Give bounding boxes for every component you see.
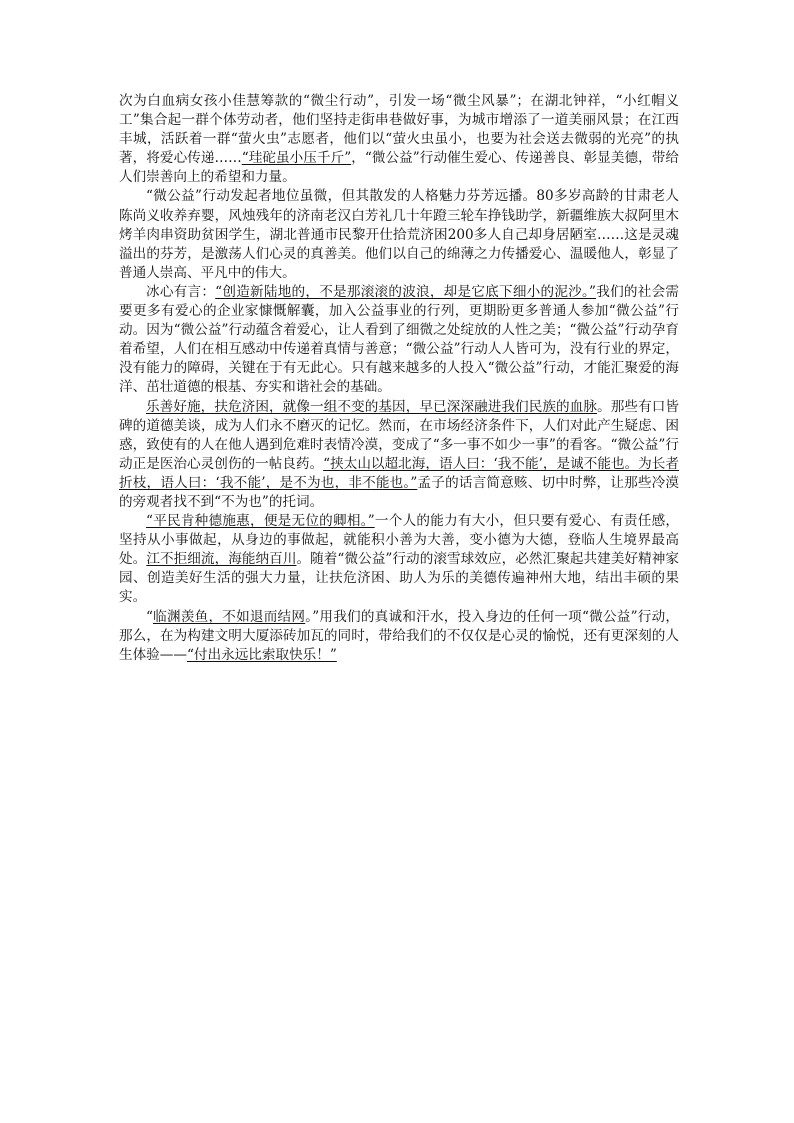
underlined-quote: “付出永远比索取快乐！” bbox=[186, 646, 337, 663]
text-segment: “ bbox=[146, 608, 153, 625]
text-segment: 孟子的话言简意赅、切中时弊，让那些冷漠的旁观者找不到“不为也”的托词。 bbox=[119, 474, 679, 510]
document-page bbox=[119, 92, 679, 665]
text-segment: 我们的社会需要更多有爱心的企业家慷慨解囊，加入公益事业的行列，更期盼更多普通人参加“微公益”行动。因为“微公益”行动蕴含着爱心，让人看到了细微之处绽放的人性之美；“微公益”行动孕育着希望，人们在相互感动中传递着真情与善意；“微公益”行动人人皆可为，没有行业的界定，没有能力的障碍，关键在于有无此心。只有越来越多的人投入“微公益”行动，才能汇聚爱的海洋、茁壮道德的根基、夯实和谐社会的基础。 bbox=[119, 283, 679, 396]
underlined-quote: 临渊羡鱼，不如退而结网 bbox=[152, 608, 306, 625]
underlined-quote: “挟太山以超北海，语人曰：‘我不能’，是诚不能也。为长者折枝，语人曰：‘我不能’，是不为也，非不能也。” bbox=[119, 455, 679, 491]
text-segment: 。”用我们的真诚和汗水，投入身边的任何一项“微公益”行动，那么，在为构建文明大厦添砖加瓦的同时，带给我们的不仅仅是心灵的愉悦，还有更深刻的人生体验—— bbox=[119, 608, 680, 663]
text-segment: “微公益”行动发起者地位虽微，但其散发的人格魅力芬芳远播。80多岁高龄的甘肃老人陈尚义收养弃婴，风烛残年的济南老汉白芳礼几十年蹬三轮车挣钱助学，新疆维族大叔阿里木烤羊肉串资助贫困学生，湖北普通市民黎开仕拾荒济困200多人自己却身居陋室……这是灵魂溢出的芬芳，是激荡人们心灵的真善美。他们以自己的绵薄之力传播爱心、温暖他人，彰显了普通人崇高、平凡中的伟大。 bbox=[119, 188, 679, 281]
underlined-quote: “平民肯种德施惠，便是无位的卿相。” bbox=[146, 513, 375, 530]
underlined-quote: 乐善好施，扶危济困，就像一组不变的基因，早已深深融进我们民族的血脉 bbox=[146, 398, 598, 415]
paragraph bbox=[119, 398, 679, 513]
paragraph bbox=[119, 283, 679, 398]
paragraph bbox=[119, 92, 679, 187]
text-segment: ，“微公益”行动催生爱心、传递善良、彰显美德，带给人们崇善向上的希望和力量。 bbox=[119, 150, 679, 186]
paragraph bbox=[119, 608, 679, 665]
paragraph bbox=[119, 512, 679, 607]
text-segment: 次为白血病女孩小佳慧筹款的“微尘行动”，引发一场“微尘风暴”；在湖北钟祥，“小红帽义工”集合起一群个体劳动者，他们坚持走街串巷做好事，为城市增添了一道美丽风景；在江西丰城，活跃着一群“萤火虫”志愿者，他们以“萤火虫虽小，也要为社会送去微弱的光亮”的执著，将爱心传递…… bbox=[119, 93, 679, 167]
underlined-quote: “珪砣虽小压千斤” bbox=[241, 150, 352, 167]
underlined-quote: 江不拒细流，海能纳百川 bbox=[146, 551, 297, 568]
text-segment: 冰心有言： bbox=[146, 283, 216, 300]
underlined-quote: “创造新陆地的，不是那滚滚的波浪，却是它底下细小的泥沙。” bbox=[215, 283, 596, 300]
text-segment: 一个人的能力有大小，但只要有爱心、有责任感，坚持从小事做起，从身边的事做起，就能积小善为大善，变小德为大德，登临人生境界最高处。 bbox=[119, 513, 679, 568]
text-segment: 。那些有口皆碑的道德美谈，成为人们永不磨灭的记忆。然而，在市场经济条件下，人们对此产生疑虑、困惑，致使有的人在他人遇到危难时表情冷漠，变成了“多一事不如少一事”的看客。“微公益”行动正是医治心灵创伤的一帖良药。 bbox=[119, 398, 679, 472]
text-segment: 。随着“微公益”行动的滚雪球效应，必然汇聚起共建美好精神家园、创造美好生活的强大力量，让扶危济困、助人为乐的美德传遍神州大地，结出丰硕的果实。 bbox=[119, 551, 680, 606]
article-body bbox=[119, 92, 679, 665]
paragraph bbox=[119, 187, 679, 282]
